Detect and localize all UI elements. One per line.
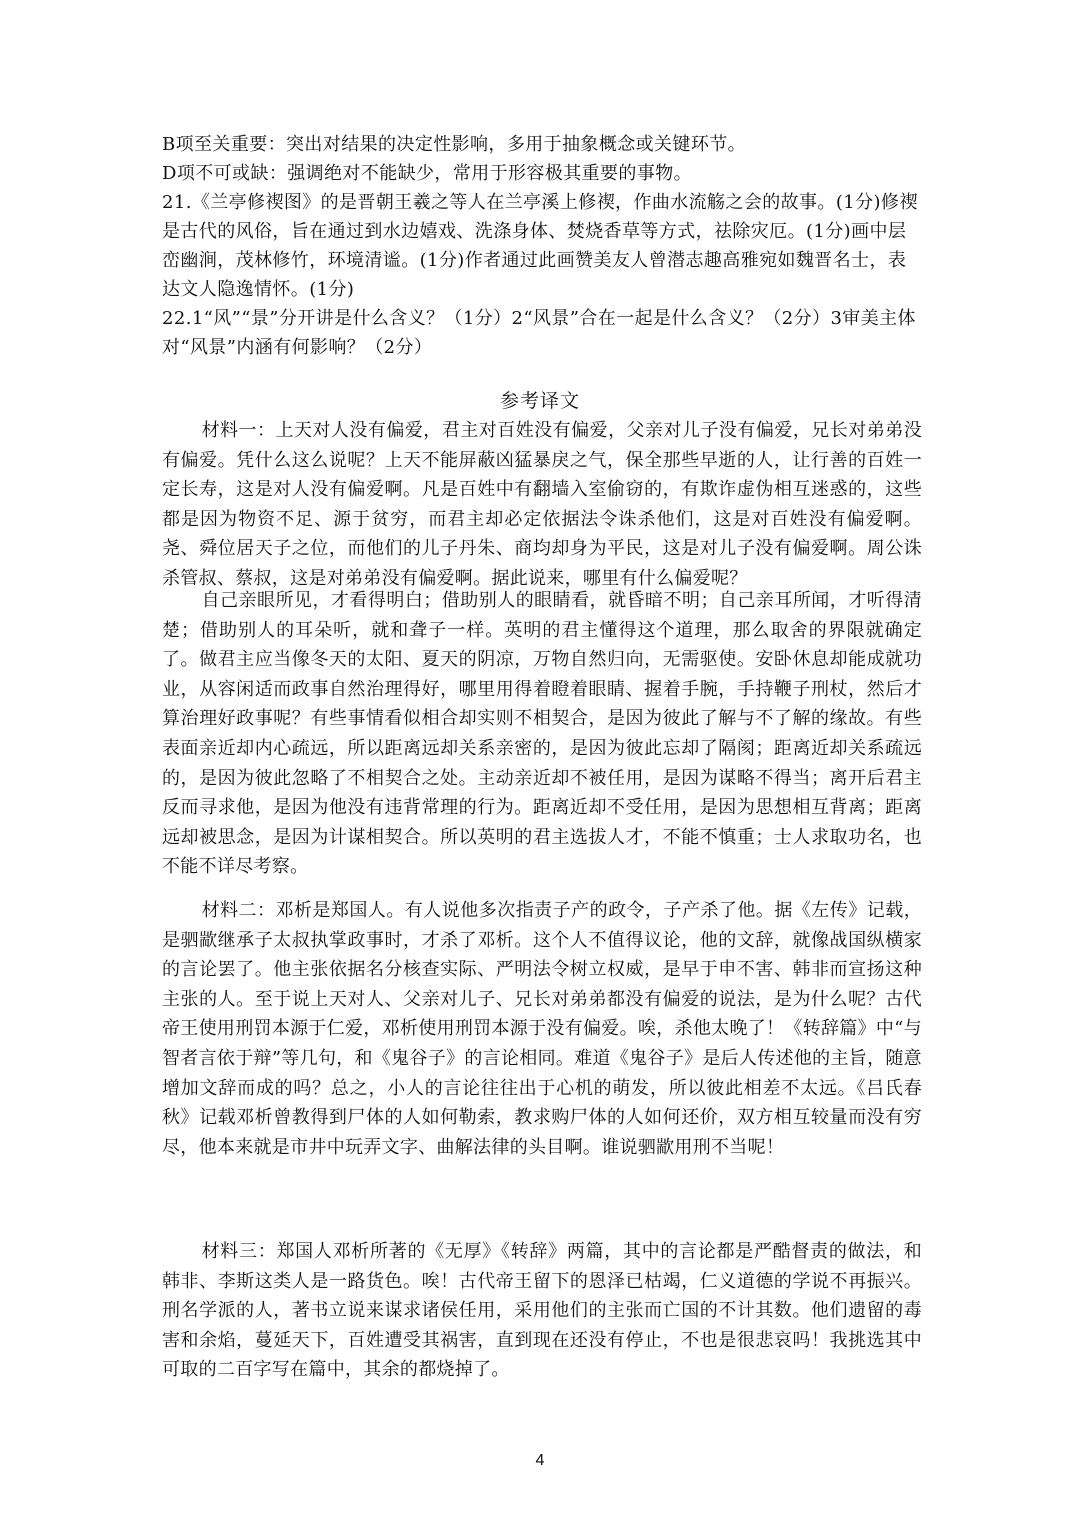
translation-paragraph-material-1: 材料一：上天对人没有偏爱，君主对百姓没有偏爱，父亲对儿子没有偏爱，兄长对弟弟没有偏爱。凭什么这么说呢？上天不能屏蔽凶猛暴戾之气，保全那些早逝的人，让行善的百姓一定长寿，这是对人没有偏爱啊。凡是百姓中有翻墙入室偷窃的，有欺诈虚伪相互迷惑的，这些都是因为物资不足、源于贫穷，而君主却必定依据法令诛杀他们，这是对百姓没有偏爱啊。尧、舜位居天子之位，而他们的儿子丹朱、商均却身为平民，这是对儿子没有偏爱啊。周公诛杀管叔、蔡叔，这是对弟弟没有偏爱啊。据此说来，哪里有什么偏爱呢？ bbox=[162, 420, 922, 589]
answer-d: D项不可或缺：强调绝对不能缺少，常用于形容极其重要的事物。 bbox=[162, 163, 693, 184]
translation-paragraph-material-1-cont: 自己亲眼所见，才看得明白；借助别人的眼睛看，就昏暗不明；自己亲耳所闻，才听得清楚；借助别人的耳朵听，就和聋子一样。英明的君主懂得这个道理，那么取舍的界限就确定了。做君主应当像冬天的太阳、夏天的阴凉，万物自然归向，无需驱使。安卧休息却能成就功业，从容闲适而政事自然治理得好，哪里用得着瞪着眼睛、握着手腕，手持鞭子刑杖，然后才算治理好政事呢？有些事情看似相合却实则不相契合，是因为彼此了解与不了解的缘故。有些表面亲近却内心疏远，所以距离远却关系亲密的，是因为彼此忘却了隔阂；距离近却关系疏远的，是因为彼此忽略了不相契合之处。主动亲近却不被任用，是因为谋略不得当；离开后君主反而寻求他，是因为他没有违背常理的行为。距离近却不受任用，是因为思想相互背离；距离远却被思念，是因为计谋相契合。所以英明的君主选拔人才，不能不慎重；士人求取功名，也不能不详尽考察。 bbox=[162, 590, 922, 878]
translation-paragraph-material-2: 材料二：邓析是郑国人。有人说他多次指责子产的政令，子产杀了他。据《左传》记载，是驷歂继承子太叔执掌政事时，才杀了邓析。这个人不值得议论，他的文辞，就像战国纵横家的言论罢了。他主张依据名分核查实际、严明法令树立权威，是早于申不害、韩非而宣扬这种主张的人。至于说上天对人、父亲对儿子、兄长对弟弟都没有偏爱的说法，是为什么呢？古代帝王使用刑罚本源于仁爱，邓析使用刑罚本源于没有偏爱。唉，杀他太晚了！《转辞篇》中“与智者言依于辩”等几句，和《鬼谷子》的言论相同。难道《鬼谷子》是后人传述他的主旨，随意增加文辞而成的吗？总之，小人的言论往往出于心机的萌发，所以彼此相差不太远。《吕氏春秋》记载邓析曾教得到尸体的人如何勒索，教求购尸体的人如何还价，双方相互较量而没有穷尽，他本来就是市井中玩弄文字、曲解法律的头目啊。谁说驷歂用刑不当呢！ bbox=[162, 900, 922, 1158]
page-number: 4 bbox=[535, 1452, 545, 1469]
answer-b: B项至关重要：突出对结果的决定性影响，多用于抽象概念或关键环节。 bbox=[162, 134, 747, 155]
answer-22: 22.1“风”“景”分开讲是什么含义？（1分）2“风景”合在一起是什么含义？（2分）3审美主体对“风景”内涵有何影响？（2分） bbox=[162, 308, 916, 358]
answer-section bbox=[162, 130, 922, 362]
translation-heading: 参考译文 bbox=[499, 390, 580, 412]
translation-paragraph-material-3: 材料三：郑国人邓析所著的《无厚》《转辞》两篇，其中的言论都是严酷督责的做法，和韩非、李斯这类人是一路货色。唉！古代帝王留下的恩泽已枯竭，仁义道德的学说不再振兴。刑名学派的人，著书立说来谋求诸侯任用，采用他们的主张而亡国的不计其数。他们遗留的毒害和余焰，蔓延天下，百姓遭受其祸害，直到现在还没有停止，不也是很悲哀吗！我挑选其中可取的二百字写在篇中，其余的都烧掉了。 bbox=[162, 1241, 922, 1381]
answer-21: 21.《兰亭修禊图》的是晋朝王羲之等人在兰亭溪上修禊，作曲水流觞之会的故事。(1分)修禊是古代的风俗，旨在通过到水边嬉戏、洗涤身体、焚烧香草等方式，祛除灾厄。(1分)画中层峦幽涧，茂林修竹，环境清谧。(1分)作者通过此画赞美友人曾潜志趣高雅宛如魏晋名士，表达文人隐逸情怀。(1分) bbox=[162, 192, 918, 300]
